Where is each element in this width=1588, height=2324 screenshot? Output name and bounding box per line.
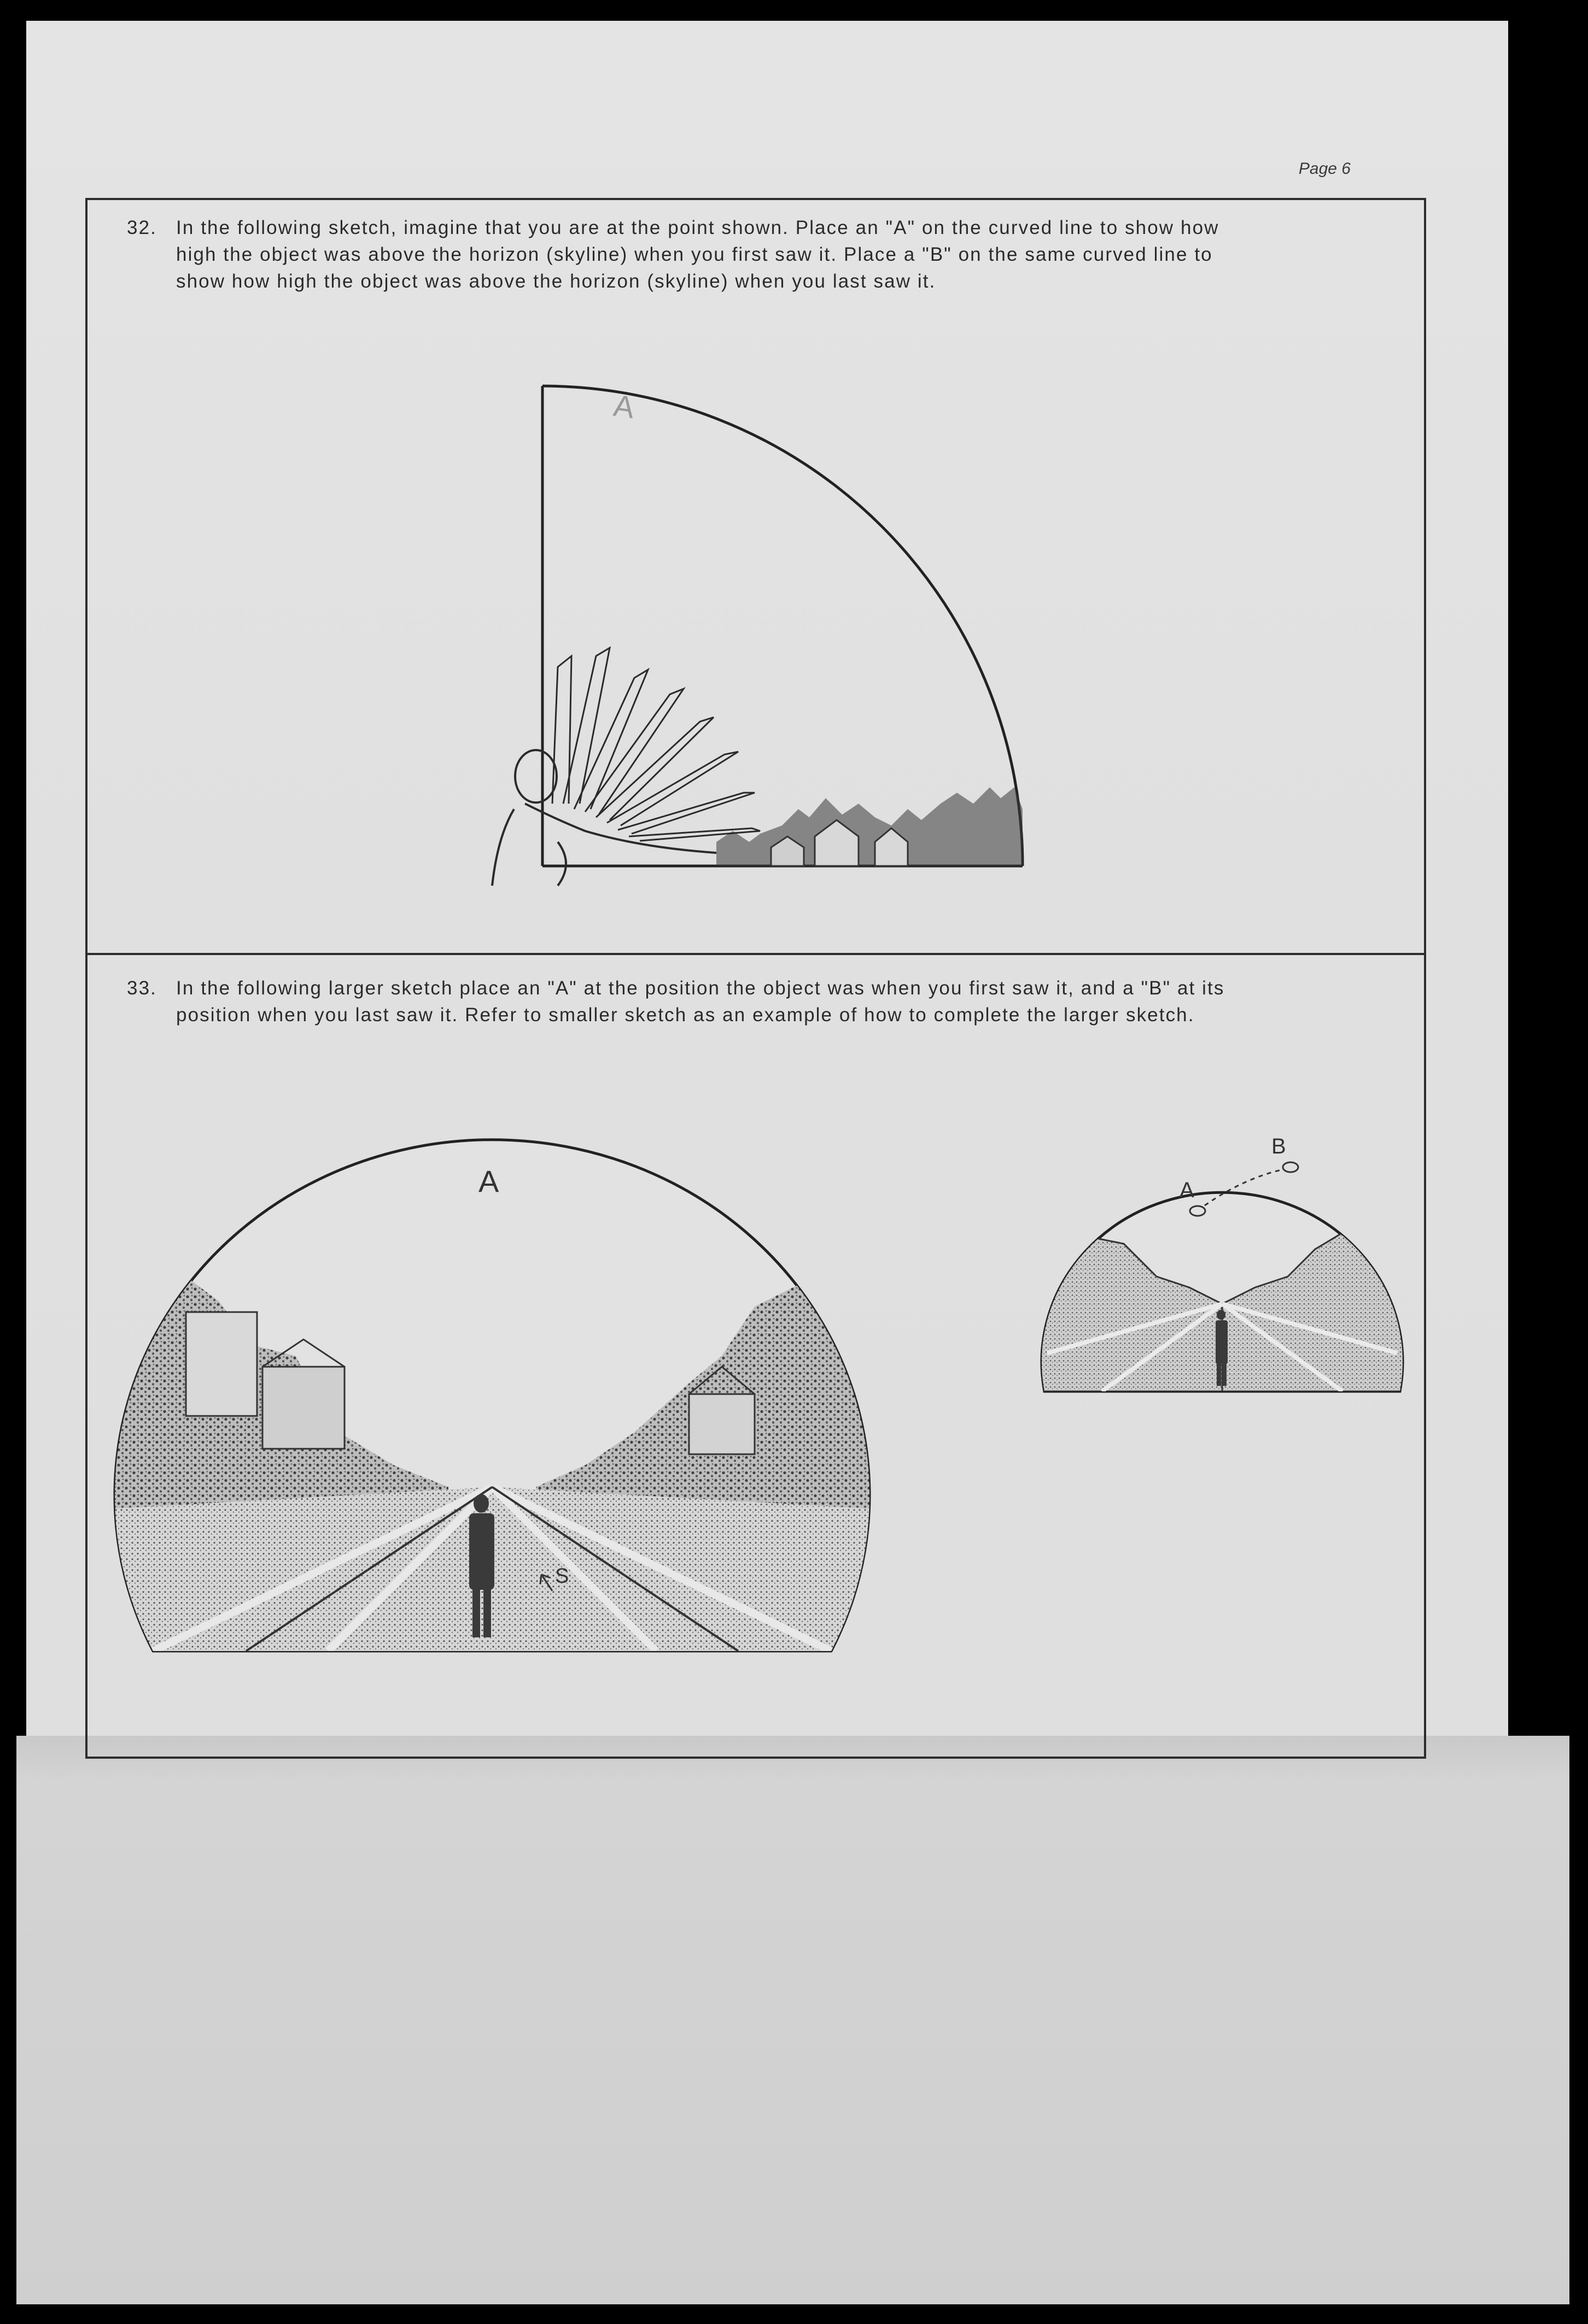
sketch-mark-a: A [611,388,637,425]
question-33 [127,975,1401,1028]
example-sketch [1036,1123,1408,1397]
question-number: 33. [127,977,157,999]
quarter-circle-sketch [476,372,1044,897]
question-number: 32. [127,217,157,238]
skyline-drawing [716,787,1023,866]
section-divider [85,953,1426,955]
large-sketch-mark-a: A [478,1164,499,1198]
question-line: In the following sketch, imagine that you are at the point shown. Place an "A" on the curved line to show how [176,217,1219,238]
page-number: Page 6 [1298,160,1351,178]
question-line: In the following larger sketch place an "A" at the position the object was when you first saw it, and a "B" at its [176,977,1225,999]
large-street-sketch [109,1126,875,1662]
question-line: high the object was above the horizon (skyline) when you first saw it. Place a "B" on the same curved line to [176,244,1213,265]
question-32 [127,214,1385,295]
example-mark-b: B [1271,1134,1286,1158]
example-mark-a: A [1180,1178,1194,1202]
pointer-label: S [555,1565,569,1588]
question-line: position when you last saw it. Refer to smaller sketch as an example of how to complete the larger sketch. [176,1004,1195,1026]
background-sheet [16,1736,1569,2304]
question-line: show how high the object was above the horizon (skyline) when you last saw it. [176,271,936,292]
